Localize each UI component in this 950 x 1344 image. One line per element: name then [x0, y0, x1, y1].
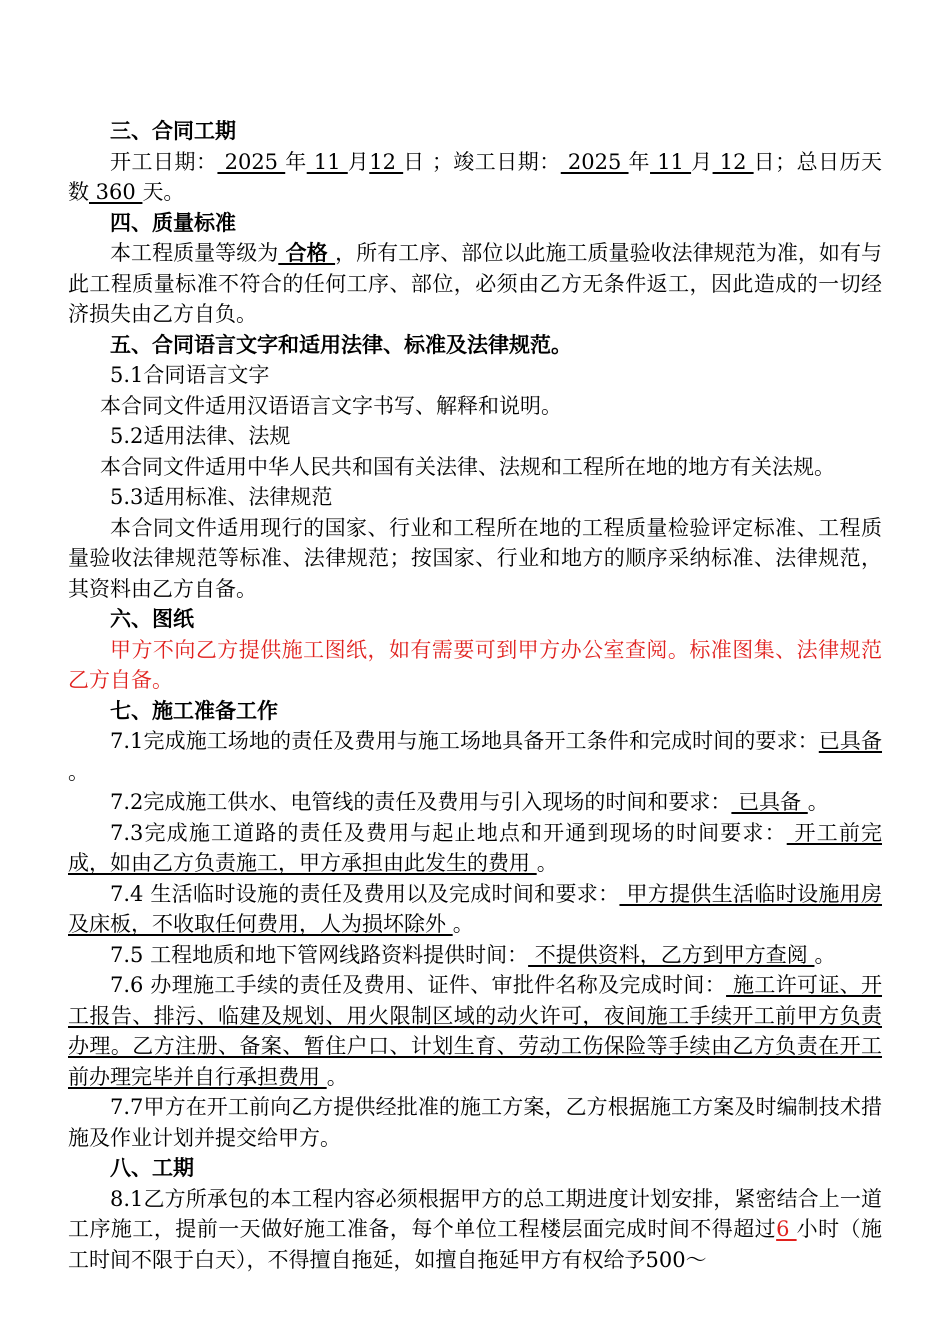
clause-7-4-answer: 甲方提供生活临时设施用房及床板，不收取任何费用，人为损坏除外: [68, 881, 882, 936]
month-unit: 月: [347, 149, 370, 174]
end-date-label: ；竣工日期：: [424, 149, 561, 174]
clause-5-3-title: 5.3适用标准、法律规范: [110, 485, 333, 509]
end-year-unit: 年: [628, 149, 651, 174]
clause-7-5-text: 7.5 工程地质和地下管网线路资料提供时间：: [110, 942, 529, 967]
section-5-title: 五、合同语言文字和适用法律、标准及法律规范。: [110, 332, 572, 357]
section-3-title: 三、合同工期: [110, 119, 236, 143]
clause-7-1: [68, 726, 882, 787]
clause-7-2-end: 。: [807, 790, 829, 814]
clause-7-2-text: 7.2完成施工供水、电管线的责任及费用与引入现场的时间和要求：: [110, 790, 732, 814]
clause-7-7: 7.7甲方在开工前向乙方提供经批准的施工方案，乙方根据施工方案及时编制技术措施及作业计划并提交给甲方。: [68, 1095, 882, 1150]
total-days-unit: 天。: [142, 180, 185, 204]
clause-7-2-answer: 已具备: [731, 790, 808, 814]
clause-5-3-text: 本合同文件适用现行的国家、行业和工程所在地的工程质量检验评定标准、工程质量验收法律规范等标准、法律规范；按国家、行业和地方的顺序采纳标准、法律规范，其资料由乙方自备。: [68, 515, 882, 601]
section-6-text: 甲方不向乙方提供施工图纸，如有需要可到甲方办公室查阅。标准图集、法律规范乙方自备。: [68, 637, 882, 692]
start-date-label: 开工日期：: [110, 149, 218, 174]
section-3-dates: [68, 147, 882, 208]
clause-7-5-answer: 不提供资料，乙方到甲方查阅: [528, 942, 815, 967]
quality-grade: 合格: [278, 241, 336, 265]
clause-7-1-answer: 已具备: [818, 729, 883, 753]
quality-post: ，所有工序、部位以此施工质量验收法律规范为准，如有与此工程质量标准不符合的任何工序、部位，必须由乙方无条件返工，因此造成的一切经济损失由乙方自负。: [68, 241, 883, 326]
clause-7-3-end: 。: [536, 851, 558, 875]
clause-7-3: [68, 818, 882, 879]
total-days-label: 日；总日历天数: [68, 149, 883, 204]
clause-7-4: [68, 879, 882, 940]
clause-7-3-answer: 开工前完成，如由乙方负责施工，甲方承担由此发生的费用: [68, 820, 882, 875]
clause-7-5: [68, 940, 882, 971]
end-year: 2025: [560, 149, 629, 174]
clause-7-5-end: 。: [814, 942, 836, 967]
total-days: 360: [89, 180, 143, 204]
clause-7-4-end: 。: [452, 912, 474, 936]
section-4-title: 四、质量标准: [110, 210, 236, 235]
end-day: 12: [712, 149, 754, 174]
start-day: 12: [369, 149, 404, 174]
clause-8-1-end: 小时（施工时间不限于白天），不得擅自拖延，如擅自拖延甲方有权给予500～: [68, 1217, 882, 1272]
section-6-title: 六、图纸: [110, 607, 194, 631]
clause-7-6-answer: 施工许可证、开工报告、排污、临建及规划、用火限制区域的动火许可，夜间施工手续开工前甲方负责办理。乙方注册、备案、暂住户口、计划生育、劳动工伤保险等手续由乙方负责在开工前办理完毕并自行承担费用: [68, 973, 882, 1089]
clause-7-6-text: 7.6 办理施工手续的责任及费用、证件、审批件名称及完成时间：: [110, 973, 727, 997]
clause-7-6: [68, 970, 882, 1092]
end-month-unit: 月: [691, 149, 713, 174]
clause-7-1-text: 7.1完成施工场地的责任及费用与施工场地具备开工条件和完成时间的要求：: [110, 729, 819, 753]
clause-5-2-title: 5.2适用法律、法规: [110, 424, 291, 448]
section-4-text: [68, 238, 882, 330]
clause-5-1-text: 本合同文件适用汉语语言文字书写、解释和说明。: [100, 393, 562, 418]
clause-7-4-text: 7.4 生活临时设施的责任及费用以及完成时间和要求：: [110, 881, 620, 906]
start-month: 11: [306, 149, 348, 174]
clause-7-2: [68, 787, 882, 818]
clause-5-1-title: 5.1合同语言文字: [110, 363, 270, 387]
clause-5-2-text: 本合同文件适用中华人民共和国有关法律、法规和工程所在地的地方有关法规。: [100, 454, 835, 479]
section-7-title: 七、施工准备工作: [110, 698, 278, 723]
year-unit: 年: [285, 149, 307, 174]
section-8-title: 八、工期: [110, 1156, 194, 1180]
quality-pre: 本工程质量等级为: [110, 241, 279, 265]
end-month: 11: [650, 149, 692, 174]
clause-8-1-text: 8.1乙方所承包的本工程内容必须根据甲方的总工期进度计划安排，紧密结合上一道工序施工，提前一天做好施工准备，每个单位工程楼层面完成时间不得超过: [68, 1186, 882, 1241]
start-year: 2025: [217, 149, 286, 174]
clause-8-1: [68, 1184, 882, 1276]
clause-7-1-end: 。: [68, 759, 89, 784]
clause-7-3-text: 7.3完成施工道路的责任及费用与起止地点和开通到现场的时间要求：: [110, 820, 787, 845]
clause-7-6-end: 。: [326, 1064, 348, 1089]
clause-8-1-hours: 6: [776, 1217, 797, 1241]
day-unit: 日: [403, 149, 425, 174]
